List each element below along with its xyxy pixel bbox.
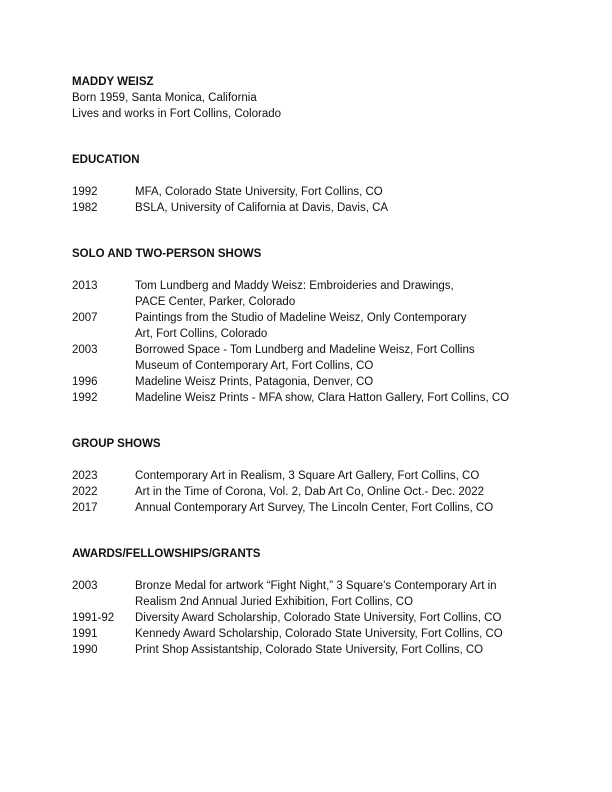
entry-row bbox=[72, 342, 552, 374]
entry-year: 2003 bbox=[72, 580, 98, 592]
section-solo-and-two-person-shows bbox=[72, 246, 552, 406]
description-line: Realism 2nd Annual Juried Exhibition, Fort Collins, CO bbox=[135, 596, 414, 608]
description-line: Madeline Weisz Prints - MFA show, Clara Hatton Gallery, Fort Collins, CO bbox=[135, 392, 510, 404]
residence-info: Lives and works in Fort Collins, Colorado bbox=[72, 108, 282, 120]
description-line: Madeline Weisz Prints, Patagonia, Denver, CO bbox=[135, 376, 374, 388]
entry-year: 2017 bbox=[72, 502, 98, 514]
section-group-shows bbox=[72, 436, 552, 516]
description-line: PACE Center, Parker, Colorado bbox=[135, 296, 296, 308]
entry-row bbox=[72, 626, 552, 642]
entry-description bbox=[135, 500, 552, 516]
entry-row bbox=[72, 310, 552, 342]
birth-info: Born 1959, Santa Monica, California bbox=[72, 92, 257, 104]
description-line: Kennedy Award Scholarship, Colorado State University, Fort Collins, CO bbox=[135, 628, 503, 640]
entry-year: 2023 bbox=[72, 470, 98, 482]
description-line: Art in the Time of Corona, Vol. 2, Dab Art Co, Online Oct.- Dec. 2022 bbox=[135, 486, 484, 498]
description-line: Borrowed Space - Tom Lundberg and Madeline Weisz, Fort Collins bbox=[135, 344, 475, 356]
entry-description bbox=[135, 468, 552, 484]
description-line: BSLA, University of California at Davis, Davis, CA bbox=[135, 202, 389, 214]
description-line: Paintings from the Studio of Madeline Weisz, Only Contemporary bbox=[135, 312, 467, 324]
entry-description bbox=[135, 278, 552, 310]
entry-description bbox=[135, 390, 552, 406]
description-line: Museum of Contemporary Art, Fort Collins, CO bbox=[135, 360, 374, 372]
resume-sections bbox=[72, 152, 552, 658]
entry-description bbox=[135, 200, 552, 216]
description-line: Art, Fort Collins, Colorado bbox=[135, 328, 268, 340]
entry-row bbox=[72, 500, 552, 516]
entry-row bbox=[72, 374, 552, 390]
description-line: Annual Contemporary Art Survey, The Lincoln Center, Fort Collins, CO bbox=[135, 502, 494, 514]
description-line: Contemporary Art in Realism, 3 Square Art Gallery, Fort Collins, CO bbox=[135, 470, 480, 482]
entry-year: 1992 bbox=[72, 392, 98, 404]
entry-year: 1990 bbox=[72, 644, 98, 656]
entry-year: 2007 bbox=[72, 312, 98, 324]
entry-row bbox=[72, 468, 552, 484]
entry-year: 1991-92 bbox=[72, 612, 115, 624]
entry-row bbox=[72, 610, 552, 626]
artist-name: MADDY WEISZ bbox=[72, 76, 154, 88]
description-line: Print Shop Assistantship, Colorado State University, Fort Collins, CO bbox=[135, 644, 484, 656]
entry-year: 2003 bbox=[72, 344, 98, 356]
section-title: EDUCATION bbox=[72, 154, 140, 166]
entry-description bbox=[135, 610, 552, 626]
description-line: Bronze Medal for artwork “Fight Night,” 3 Square’s Contemporary Art in bbox=[135, 580, 497, 592]
entry-row bbox=[72, 278, 552, 310]
entry-year: 1996 bbox=[72, 376, 98, 388]
entry-description bbox=[135, 626, 552, 642]
entry-description bbox=[135, 484, 552, 500]
entry-year: 2013 bbox=[72, 280, 98, 292]
resume-header bbox=[72, 74, 552, 122]
entry-year: 1991 bbox=[72, 628, 98, 640]
entry-description bbox=[135, 342, 552, 374]
entry-row bbox=[72, 184, 552, 200]
entry-description bbox=[135, 642, 552, 658]
entry-description bbox=[135, 578, 552, 610]
section-awards-fellowships-grants bbox=[72, 546, 552, 658]
description-line: Diversity Award Scholarship, Colorado State University, Fort Collins, CO bbox=[135, 612, 502, 624]
section-education bbox=[72, 152, 552, 216]
entry-row bbox=[72, 390, 552, 406]
entry-year: 1992 bbox=[72, 186, 98, 198]
entry-year: 1982 bbox=[72, 202, 98, 214]
resume-page bbox=[72, 74, 552, 658]
entry-description bbox=[135, 374, 552, 390]
description-line: MFA, Colorado State University, Fort Collins, CO bbox=[135, 186, 383, 198]
entry-year: 2022 bbox=[72, 486, 98, 498]
entry-row bbox=[72, 578, 552, 610]
description-line: Tom Lundberg and Maddy Weisz: Embroideries and Drawings, bbox=[135, 280, 454, 292]
entry-row bbox=[72, 200, 552, 216]
entry-row bbox=[72, 484, 552, 500]
section-title: GROUP SHOWS bbox=[72, 438, 161, 450]
entry-description bbox=[135, 184, 552, 200]
section-title: SOLO AND TWO-PERSON SHOWS bbox=[72, 248, 262, 260]
section-title: AWARDS/FELLOWSHIPS/GRANTS bbox=[72, 548, 261, 560]
entry-description bbox=[135, 310, 552, 342]
entry-row bbox=[72, 642, 552, 658]
